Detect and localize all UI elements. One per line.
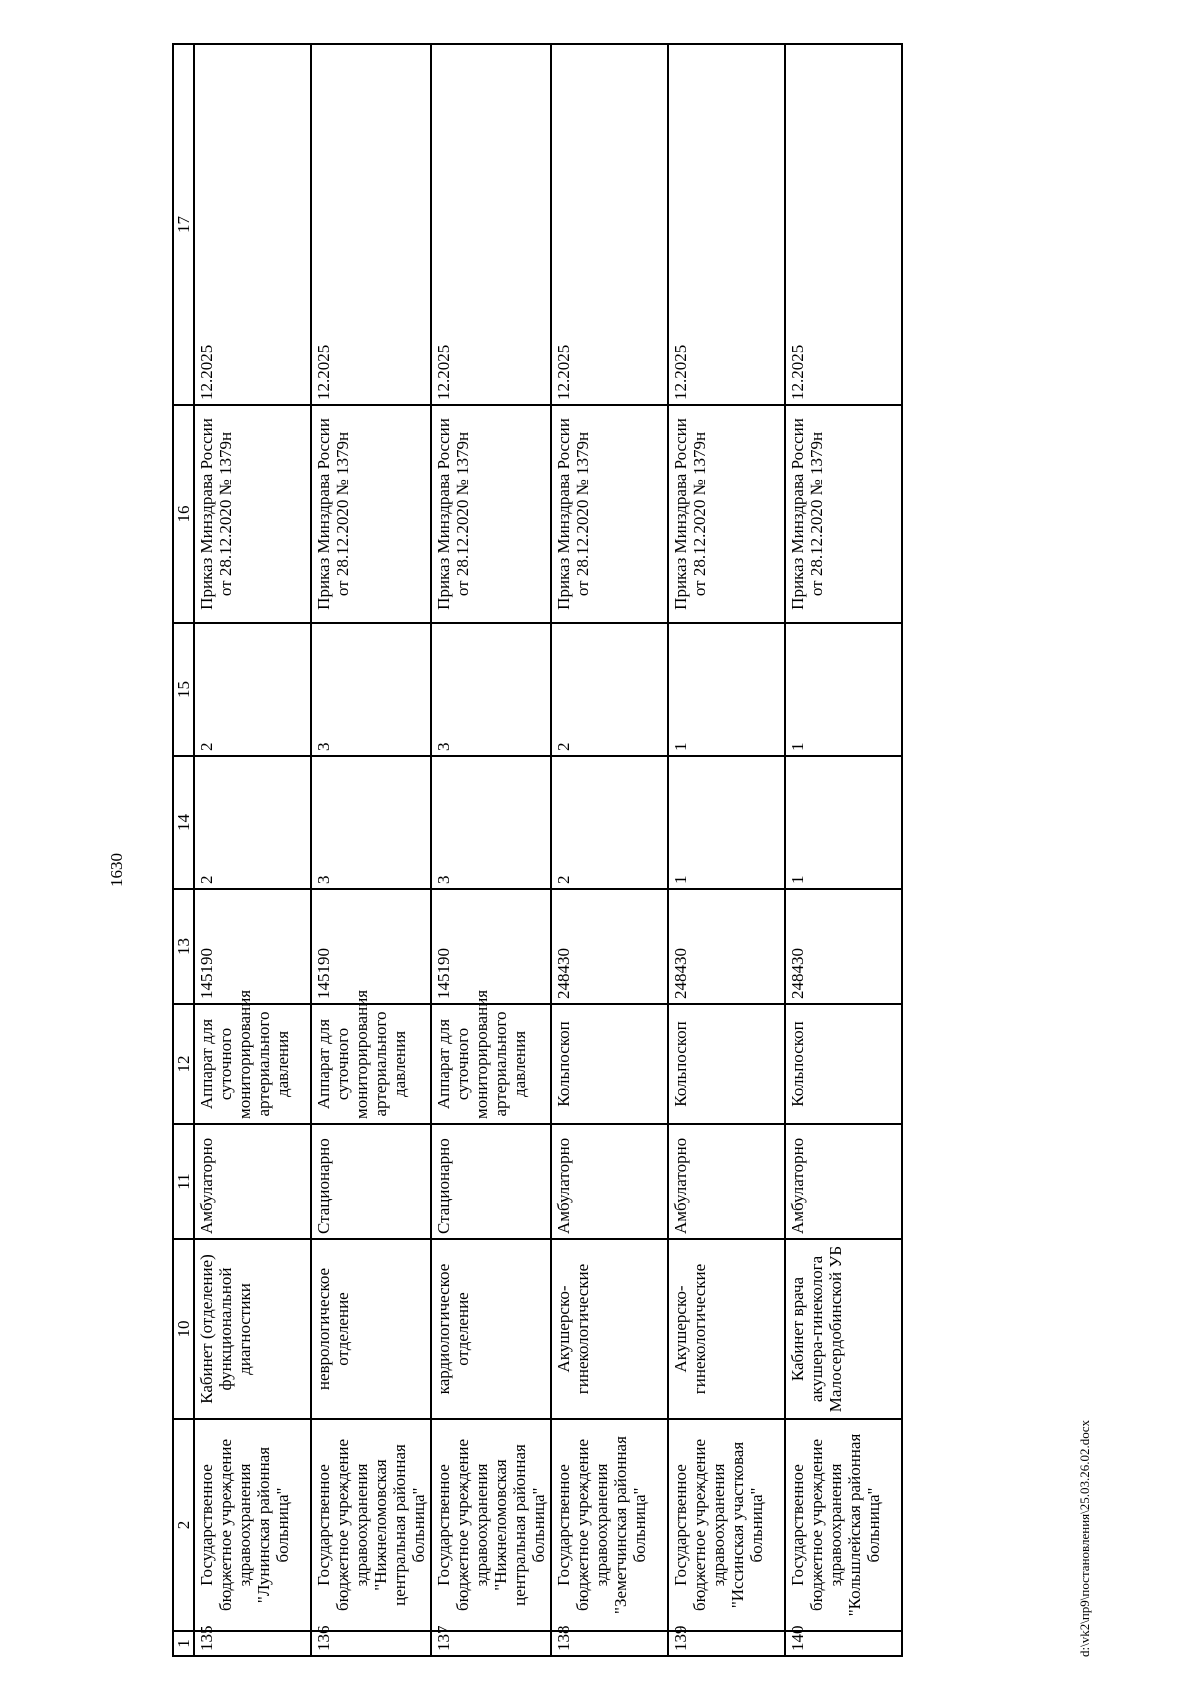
table-cell: 248430 (668, 889, 785, 1004)
table-cell: 12.2025 (551, 44, 668, 405)
table-row (551, 44, 668, 1656)
page-number: 1630 (107, 853, 126, 887)
table-cell: 140 (785, 1631, 902, 1656)
table-cell: 135 (194, 1631, 311, 1656)
column-header: 10 (173, 1239, 194, 1419)
table-cell: 145190 (194, 889, 311, 1004)
table-row (194, 44, 311, 1656)
table-cell: Кольпоскоп (785, 1004, 902, 1124)
table-cell: Приказ Минздрава России от 28.12.2020 № 1379н (785, 405, 902, 623)
table-cell: 12.2025 (668, 44, 785, 405)
table-cell: Стационарно (311, 1124, 431, 1239)
table-cell: 138 (551, 1631, 668, 1656)
table-cell: 2 (194, 756, 311, 889)
table-row (431, 44, 551, 1656)
table-cell: 3 (431, 623, 551, 756)
table-cell: 248430 (551, 889, 668, 1004)
table-cell: 145190 (431, 889, 551, 1004)
table-cell: Государственное бюджетное учреждение здравоохранения "Земетчинская районная больница" (551, 1419, 668, 1631)
table-cell: кардиологическое отделение (431, 1239, 551, 1419)
table-cell: Государственное бюджетное учреждение здравоохранения "Нижнеломовская центральная районная больница" (431, 1419, 551, 1631)
table-cell: Амбулаторно (551, 1124, 668, 1239)
table-cell: Аппарат для суточного мониторирования артериального давления (431, 1004, 551, 1124)
table-cell: Приказ Минздрава России от 28.12.2020 № 1379н (194, 405, 311, 623)
column-header: 2 (173, 1419, 194, 1631)
table-cell: Государственное бюджетное учреждение здравоохранения "Нижнеломовская центральная районная больница" (311, 1419, 431, 1631)
table-cell: 145190 (311, 889, 431, 1004)
table-cell: 3 (311, 756, 431, 889)
header-row (173, 44, 194, 1656)
table-cell: Кабинет врача акушера-гинеколога Малосердобинской УБ (785, 1239, 902, 1419)
table-cell: Приказ Минздрава России от 28.12.2020 № 1379н (668, 405, 785, 623)
table-cell: 12.2025 (785, 44, 902, 405)
table-cell: 1 (668, 623, 785, 756)
table-cell: Амбулаторно (194, 1124, 311, 1239)
table-cell: Приказ Минздрава России от 28.12.2020 № 1379н (551, 405, 668, 623)
table-cell: 1 (785, 623, 902, 756)
table-cell: 12.2025 (431, 44, 551, 405)
table-cell: 136 (311, 1631, 431, 1656)
table-cell: Приказ Минздрава России от 28.12.2020 № 1379н (431, 405, 551, 623)
column-header: 13 (173, 889, 194, 1004)
table-cell: Амбулаторно (785, 1124, 902, 1239)
table-cell: Кольпоскоп (551, 1004, 668, 1124)
equipment-table (172, 43, 903, 1657)
column-header: 1 (173, 1631, 194, 1656)
table-cell: Приказ Минздрава России от 28.12.2020 № 1379н (311, 405, 431, 623)
table-cell: Аппарат для суточного мониторирования артериального давления (194, 1004, 311, 1124)
table-body (194, 44, 902, 1656)
table-row (785, 44, 902, 1656)
table-cell: Амбулаторно (668, 1124, 785, 1239)
table-cell: Государственное бюджетное учреждение здравоохранения "Иссинская участковая больница" (668, 1419, 785, 1631)
table-cell: Кабинет (отделение) функциональной диагностики (194, 1239, 311, 1419)
table-cell: 2 (551, 623, 668, 756)
column-header: 12 (173, 1004, 194, 1124)
table-cell: Аппарат для суточного мониторирования артериального давления (311, 1004, 431, 1124)
table-cell: 3 (311, 623, 431, 756)
table-cell: Кольпоскоп (668, 1004, 785, 1124)
table-row (311, 44, 431, 1656)
table-cell: 1 (668, 756, 785, 889)
column-header: 11 (173, 1124, 194, 1239)
table-cell: 12.2025 (311, 44, 431, 405)
footer-path: d:\vk2\пр9\постановления\25.03.26.02.docx (1077, 1419, 1092, 1657)
table-cell: Стационарно (431, 1124, 551, 1239)
table-cell: 3 (431, 756, 551, 889)
table-cell: Акушерско-гинекологические (551, 1239, 668, 1419)
table-cell: 248430 (785, 889, 902, 1004)
table-cell: Государственное бюджетное учреждение здравоохранения "Кольшлейская районная больница" (785, 1419, 902, 1631)
table-cell: Государственное бюджетное учреждение здравоохранения "Лунинская районная больница" (194, 1419, 311, 1631)
column-header: 15 (173, 623, 194, 756)
table-cell: 137 (431, 1631, 551, 1656)
table-cell: Акушерско-гинекологические (668, 1239, 785, 1419)
column-header: 17 (173, 44, 194, 405)
table-cell: 12.2025 (194, 44, 311, 405)
table-cell: 1 (785, 756, 902, 889)
table-row (668, 44, 785, 1656)
table-cell: 2 (551, 756, 668, 889)
table-cell: 2 (194, 623, 311, 756)
table-cell: 139 (668, 1631, 785, 1656)
column-header: 16 (173, 405, 194, 623)
column-header: 14 (173, 756, 194, 889)
table-cell: неврологическое отделение (311, 1239, 431, 1419)
